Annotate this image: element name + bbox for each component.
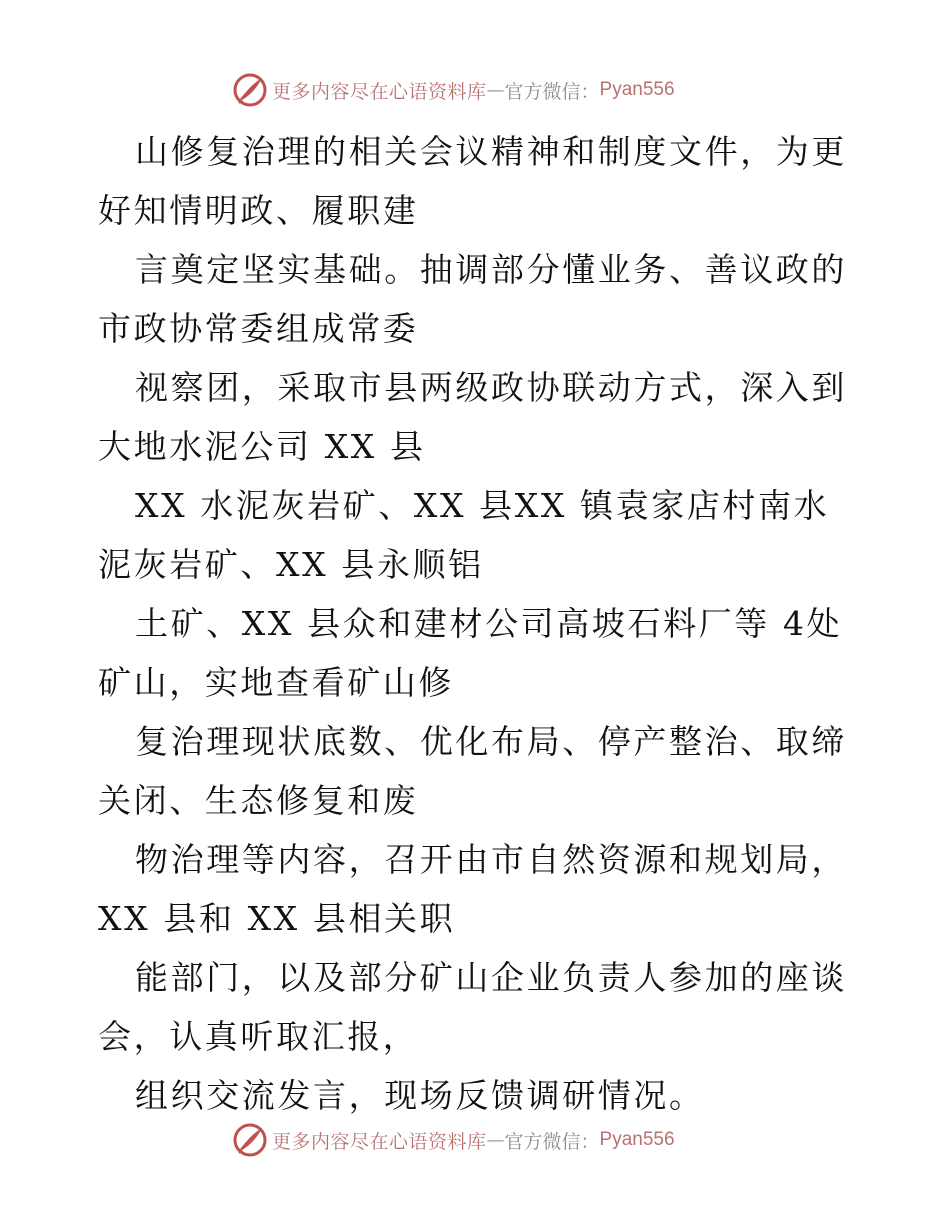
paragraph-9: 组织交流发言，现场反馈调研情况。: [135, 1076, 705, 1115]
watermark-id: Pyan556: [599, 79, 675, 100]
red-quill-logo-icon: [232, 1122, 268, 1158]
document-body: [98, 122, 858, 1125]
red-quill-logo-icon: [232, 72, 268, 108]
paragraph-1: 山修复治理的相关会议精神和制度文件，为更好知情明政、履职建: [98, 132, 847, 230]
paragraph-2: 言奠定坚实基础。抽调部分懂业务、善议政的市政协常委组成常委: [98, 250, 847, 348]
paragraph-5: 土矿、XX 县众和建材公司高坡石料厂等 4处矿山，实地查看矿山修: [98, 604, 843, 702]
paragraph-3: 视察团，采取市县两级政协联动方式，深入到大地水泥公司 XX 县: [98, 368, 847, 466]
paragraph-8: 能部门，以及部分矿山企业负责人参加的座谈会，认真听取汇报，: [98, 958, 847, 1056]
watermark-official: 官方微信：: [504, 1130, 600, 1153]
header-watermark: [232, 70, 752, 110]
watermark-dash: —: [486, 1129, 505, 1151]
paragraph-6: 复治理现状底数、优化布局、停产整治、取缔关闭、生态修复和废: [98, 722, 847, 820]
watermark-text: 更多内容尽在心语资料库: [272, 80, 487, 103]
paragraph-4: XX 水泥灰岩矿、XX 县XX 镇袁家店村南水泥灰岩矿、XX 县永顺铝: [98, 486, 830, 584]
watermark-id: Pyan556: [599, 1129, 675, 1150]
watermark-official: 官方微信：: [504, 80, 600, 103]
watermark-dash: —: [486, 79, 505, 101]
watermark-text: 更多内容尽在心语资料库: [272, 1130, 487, 1153]
paragraph-7: 物治理等内容，召开由市自然资源和规划局，XX 县和 XX 县相关职: [98, 840, 847, 938]
footer-watermark: [232, 1120, 752, 1160]
